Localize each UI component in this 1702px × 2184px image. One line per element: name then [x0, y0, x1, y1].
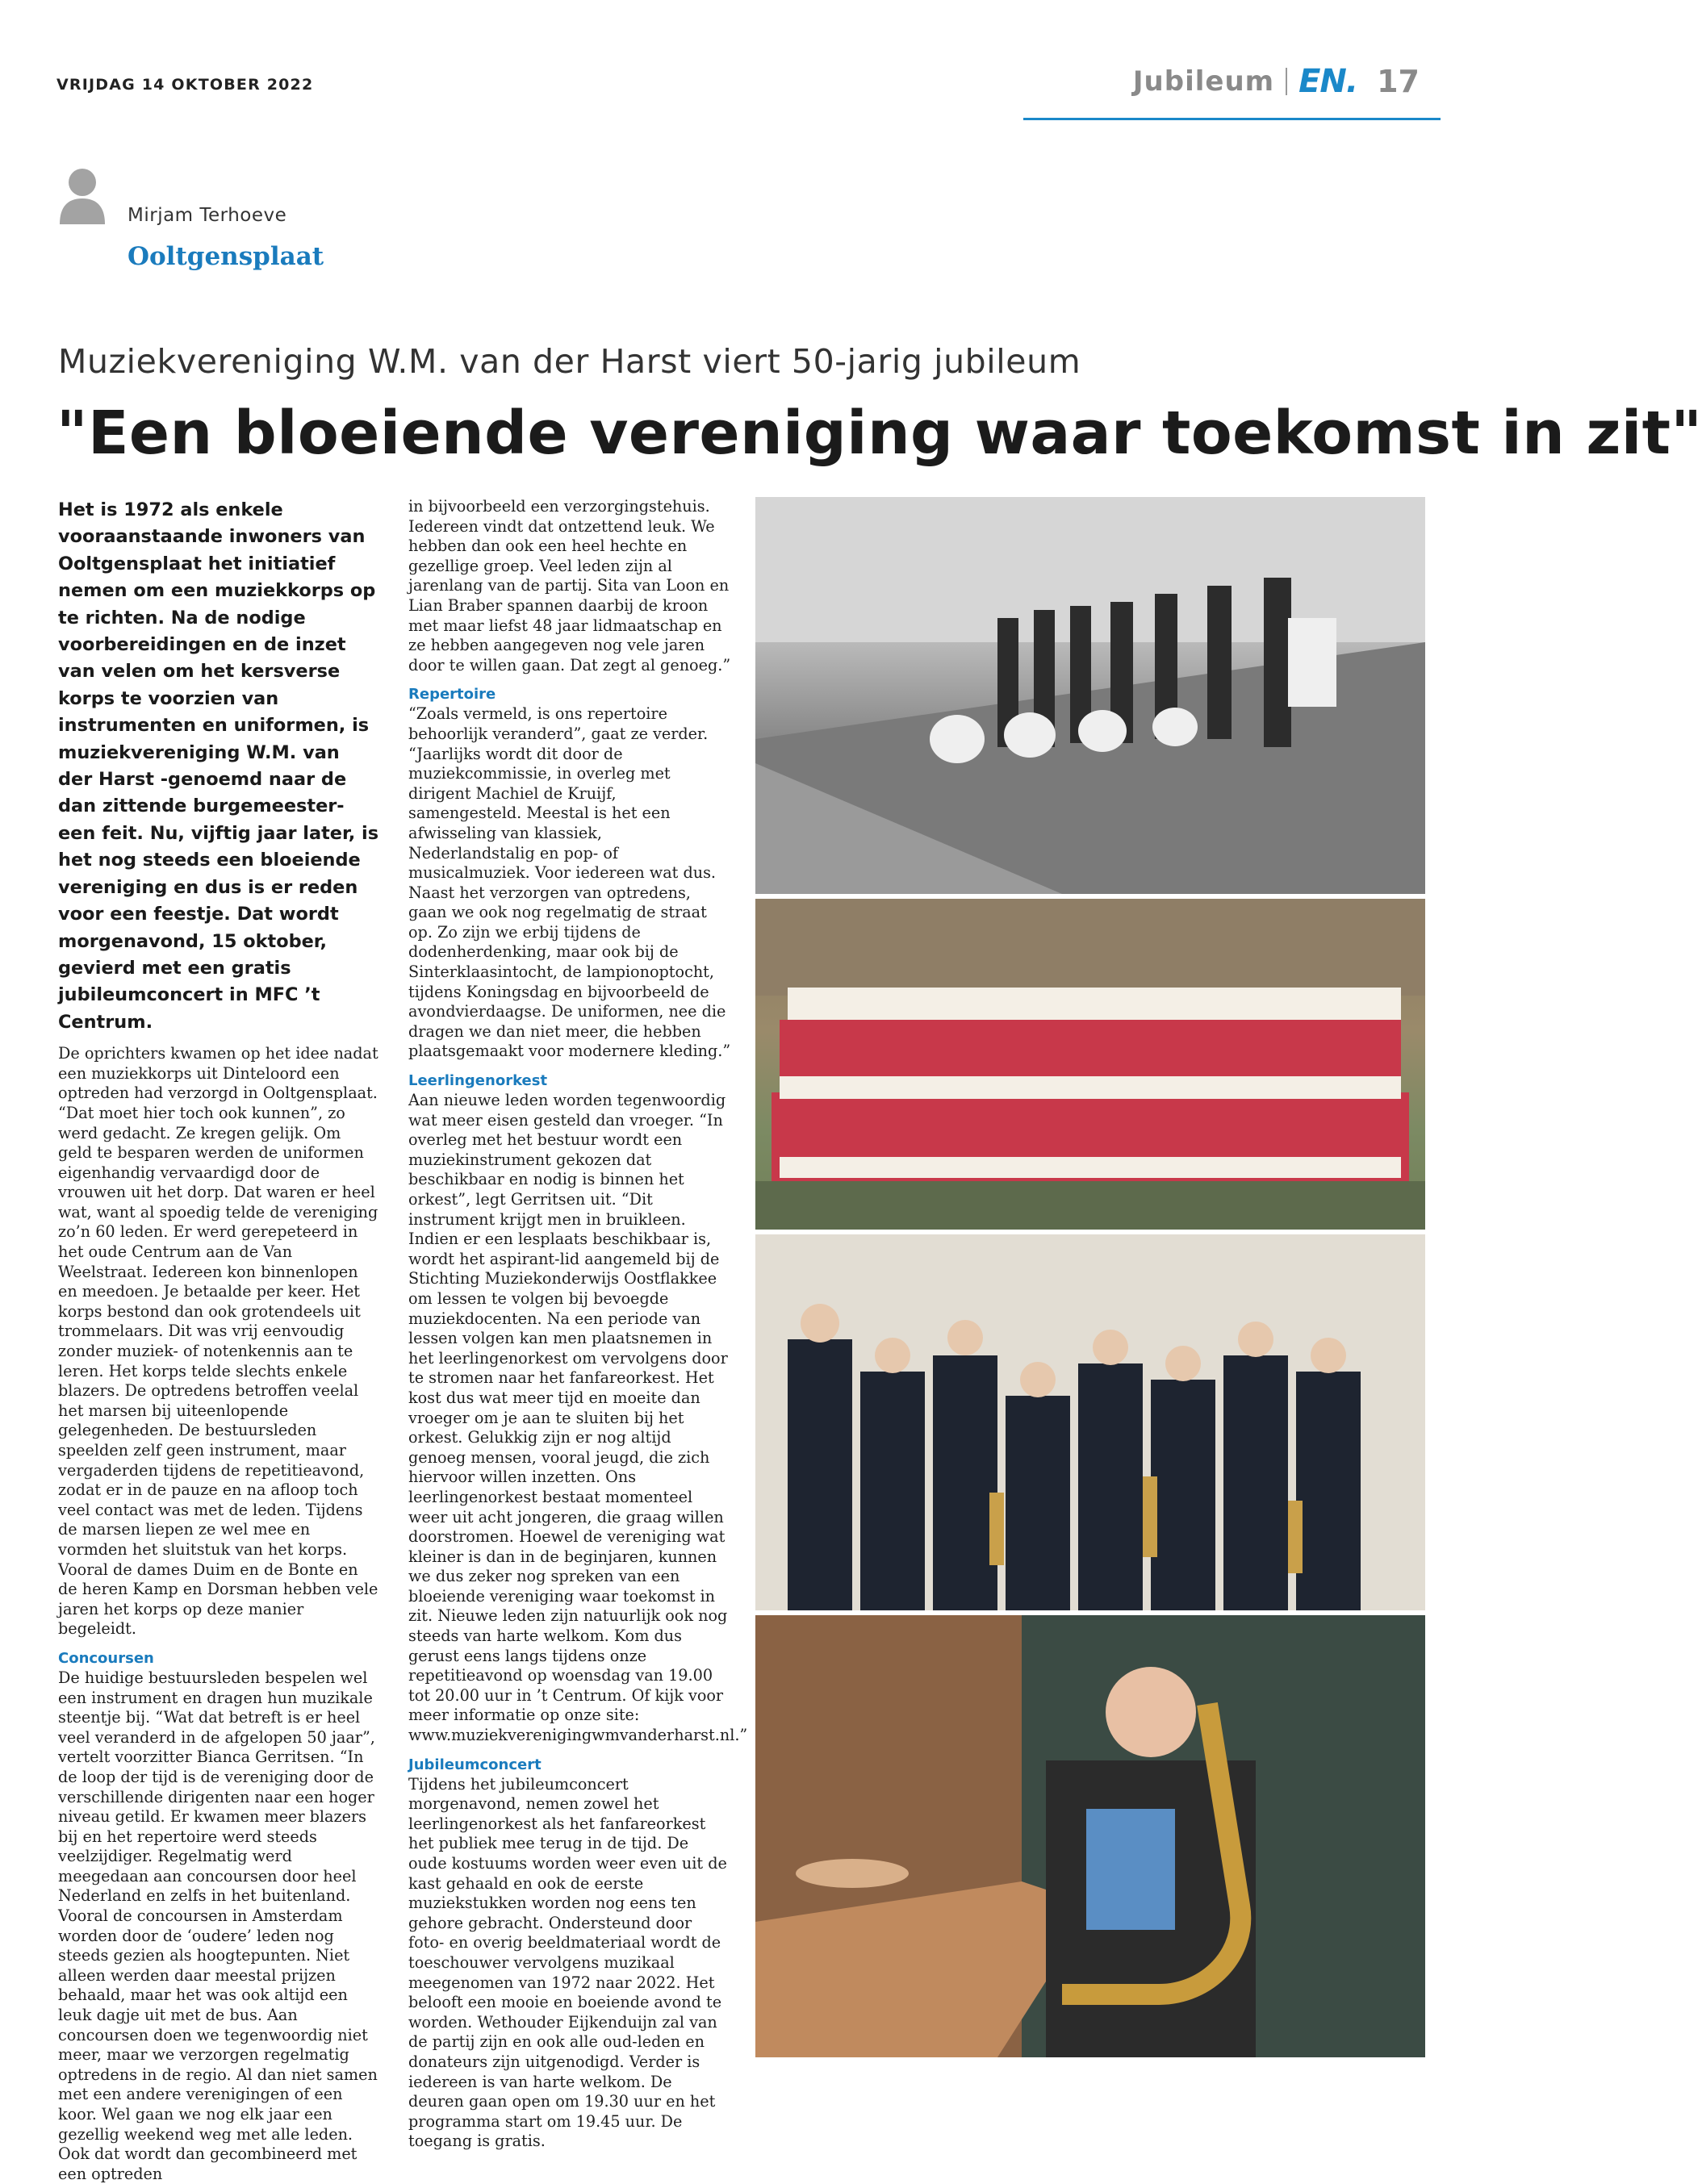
- body-paragraph: Tijdens het jubileumconcert morgenavond, nemen zowel het leerlingenorkest als het fanfareorkest het publiek mee terug in de tijd. De oude kostuums worden weer even uit de kast gehaald en ook de eerste muziekstukken worden nog eens ten gehore gebracht. Ondersteund door foto- en overig beeldmateriaal wordt de toeschouwer vervolgens muzikaal meegenomen van 1972 naar 2022. Het belooft een mooie en boeiende avond te worden. Wethouder Eijkenduijn zal van de partij zijn en ook alle oud-leden en donateurs zijn uitgenodigd. Verder is iedereen is van harte welkom. De deuren gaan open om 19.30 uur en het programma start om 19.45 uur. De toegang is gratis.: [408, 1774, 727, 2151]
- body-paragraph: “Zoals vermeld, is ons repertoire behoorlijk veranderd”, gaat ze verder. “Jaarlijks wordt dit door de muziekcommissie, in overleg met dirigent Machiel de Kruijf, samengesteld. Meestal is het een afwisseling van klassiek, Nederlandstalig en pop- of musicalmuziek. Voor iedereen wat dus. Naast het verzorgen van optredens, gaan we ook nog regelmatig de straat op. Zo zijn we erbij tijdens de dodenherdenking, maar ook bij de Sinterklaasintocht, de lampionoptocht, tijdens Koningsdag en bijvoorbeeld de avondvierdaagse. De uniformen, nee die dragen we dan niet meer, die hebben plaatsgemaakt voor modernere kleding.”: [408, 704, 731, 1061]
- section-name: Jubileum: [1132, 65, 1275, 98]
- author-avatar-icon: [58, 166, 107, 224]
- subhead-repertoire: Repertoire: [408, 686, 496, 704]
- publication-logo: EN.: [1298, 63, 1358, 100]
- body-paragraph: De oprichters kwamen op het idee nadat een muziekkorps uit Dinteloord een optreden had verzorgd in Ooltgensplaat. “Dat moet hier toch ook kunnen”, zo werd gedacht. Ze kregen gelijk. Om geld te besparen werden de uniformen eigenhandig vervaardigd door de vrouwen uit het dorp. Dat waren er heel wat, want al spoedig telde de vereniging zo’n 60 leden. Er werd gerepeteerd in het oude Centrum aan de Van Weelstraat. Iedereen kon binnenlopen en meedoen. Je betaalde per keer. Het korps bestond dan ook grotendeels uit trommelaars. Dit was vrij eenvoudig zonder muziek- of notenkennis aan te leren. Het korps telde slechts enkele blazers. De optredens betroffen veelal het marsen bij uiteenlopende gelegenheden. De bestuursleden speelden zelf geen instrument, maar vergaderden tijdens de repetitieavond, zodat er in de pauze en na afloop toch veel contact was met de leden. Tijdens de marsen liepen ze wel mee en vormden het sluitstuk van het korps. Vooral de dames Duim en de Bonte en de heren Kamp en Dorsman hebben vele jaren het korps op deze manier begeleidt.: [58, 1044, 378, 1639]
- subhead-jubileumconcert: Jubileumconcert: [408, 1756, 542, 1773]
- article-lead: Het is 1972 als enkele vooraanstaande inwoners van Ooltgensplaat het initiatief nemen om een muziekkorps op te richten. Na de nodige voorbereidingen en de inzet van velen om het kersverse korps te voorzien van instrumenten en uniformen, is muziekvereniging W.M. van der Harst -genoemd naar de dan zittende burgemeester- een feit. Nu, vijftig jaar later, is het nog steeds een bloeiende vereniging en dus is er reden voor een feestje. Dat wordt morgenavond, 15 oktober, gevierd met een gratis jubileumconcert in MFC ’t Centrum.: [58, 499, 379, 1033]
- photo-uniformed-group-portrait: [755, 899, 1425, 1230]
- column-1: [58, 497, 379, 2184]
- body-paragraph: Aan nieuwe leden worden tegenwoordig wat meer eisen gesteld dan vroeger. “In overleg met het bestuur wordt een muziekinstrument gekozen dat beschikbaar en nodig is binnen het orkest”, legt Gerritsen uit. “Dit instrument krijgt men in bruikleen. Indien er een lesplaats beschikbaar is, wordt het aspirant-lid aangemeld bij de Stichting Muziekonderwijs Oostflakkee om lessen te volgen bij bevoegde muziekdocenten. Na een periode van lessen volgen kan men plaatsnemen in het leerlingenorkest om vervolgens door te stromen naar het fanfareorkest. Het kost dus wat meer tijd en moeite dan vroeger om je aan te sluiten bij het orkest. Gelukkig zijn er nog altijd genoeg mensen, vooral jeugd, die zich hiervoor willen inzetten. Ons leerlingenorkest bestaat momenteel weer uit acht jongeren, die graag willen doorstromen. Hoewel de vereniging wat kleiner is dan in de beginjaren, kunnen we dus zeker nog spreken van een bloeiende vereniging waar toekomst in zit. Nieuwe leden zijn natuurlijk ook nog steeds van harte welkom. Kom dus gerust eens langs tijdens onze repetitieavond op woensdag van 19.00 tot 20.00 uur in ’t Centrum. Of kijk voor meer informatie op onze site: www.muziekverenigingwmvanderharst.nl.”: [408, 1091, 748, 1745]
- photo-marching-band-1970s: [755, 497, 1425, 894]
- issue-date: VRIJDAG 14 OKTOBER 2022: [56, 76, 314, 94]
- column-2: [408, 497, 748, 2152]
- section-header: [1133, 63, 1420, 100]
- subhead-leerlingenorkest: Leerlingenorkest: [408, 1072, 548, 1090]
- article-kicker: Muziekvereniging W.M. van der Harst viert 50-jarig jubileum: [58, 342, 1081, 381]
- section-divider: [1286, 68, 1287, 95]
- article-headline: "Een bloeiende vereniging waar toekomst in zit": [56, 399, 1702, 468]
- dateline-place: Ooltgensplaat: [128, 242, 324, 271]
- author-name: Mirjam Terhoeve: [128, 205, 287, 226]
- photo-member-with-saxophone: [755, 1615, 1425, 2057]
- header-rule: [1023, 118, 1441, 120]
- page-number: 17: [1377, 64, 1420, 99]
- photo-orchestra-members: [755, 1234, 1425, 1610]
- body-paragraph: in bijvoorbeeld een verzorgingstehuis. Iedereen vindt dat ontzettend leuk. We hebben dan ook een heel hechte en gezellige groep. Veel leden zijn al jarenlang van de partij. Sita van Loon en Lian Braber spannen daarbij de kroon met maar liefst 48 jaar lidmaatschap en ze hebben aangegeven nog vele jaren door te willen gaan. Dat zegt al genoeg.”: [408, 497, 731, 674]
- body-paragraph: De huidige bestuursleden bespelen wel een instrument en dragen hun muzikale steentje bij. “Wat dat betreft is er heel veel veranderd in de afgelopen 50 jaar”, vertelt voorzitter Bianca Gerritsen. “In de loop der tijd is de vereniging door de verschillende dirigenten naar een hoger niveau getild. Er kwamen meer blazers bij en het repertoire werd steeds veelzijdiger. Regelmatig werd meegedaan aan concoursen door heel Nederland en zelfs in het buitenland. Vooral de concoursen in Amsterdam worden door de ‘oudere’ leden nog steeds gezien als hoogtepunten. Niet alleen werden daar meestal prijzen behaald, maar het was ook altijd een leuk dagje uit met de bus. Aan concoursen doen we tegenwoordig niet meer, maar we verzorgen regelmatig optredens in de regio. Al dan niet samen met een andere verenigingen of een koor. Wel gaan we nog elk jaar een gezellig weekend weg met alle leden. Ook dat wordt dan gecombineerd met een optreden: [58, 1668, 378, 2183]
- subhead-concoursen: Concoursen: [58, 1649, 154, 1667]
